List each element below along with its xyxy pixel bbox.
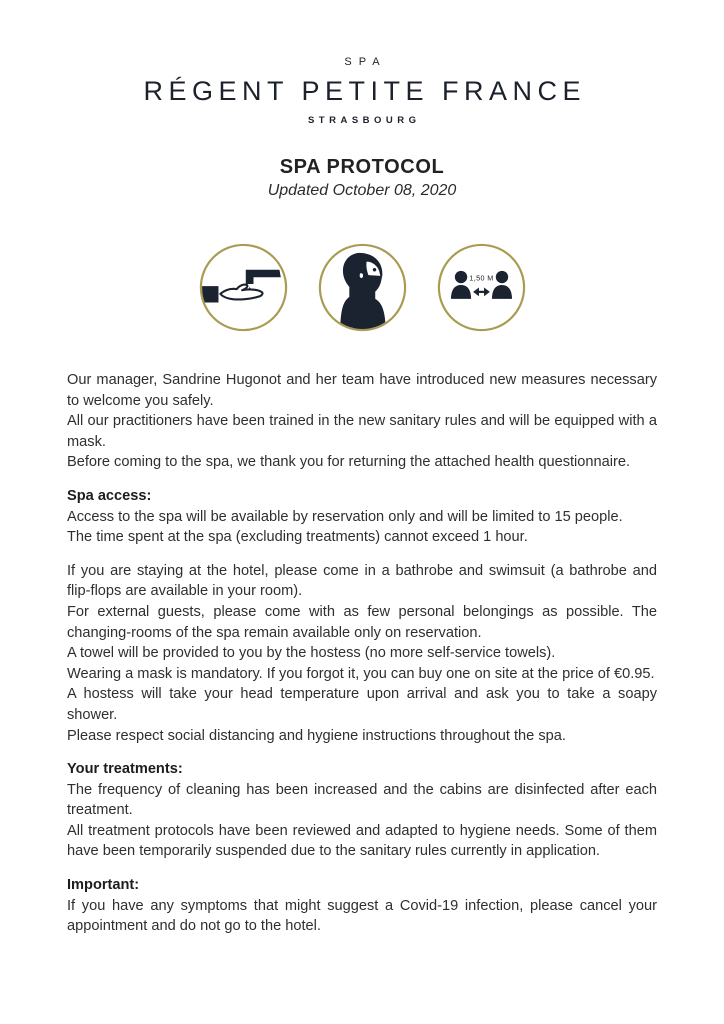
paragraph: Access to the spa will be available by reservation only and will be limited to 15 people. [67,508,623,525]
paragraph: For external guests, please come with as few personal belongings as possible. The changing-rooms of the spa remain available only on reservation. [67,603,657,641]
sleeve-shape [202,286,218,302]
your-treatments-group [67,780,657,862]
right-person-head [495,271,507,283]
intro-paragraphs [67,370,657,473]
paragraph: Before coming to the spa, we thank you for returning the attached health questionnaire. [67,454,631,471]
page-title: SPA PROTOCOL [279,156,445,178]
title-block [0,156,724,200]
spa-access-group-1 [67,507,657,548]
section-heading-important: Important: [67,877,140,894]
social-distancing-icon [436,242,527,333]
paragraph: If you are staying at the hotel, please come in a bathrobe and swimsuit (a bathrobe and flip-flops are available in your room). [67,562,657,600]
left-person-head [454,271,466,283]
ear-shape [359,273,362,278]
paragraph: All treatment protocols have been reviewed and adapted to hygiene needs. Some of them have been temporarily suspended due to the sanitary rules currently in application. [67,822,657,860]
protocol-icons-row [0,242,724,333]
important-group [67,896,657,937]
paragraph: Please respect social distancing and hygiene instructions throughout the spa. [67,727,566,744]
updated-date: Updated October 08, 2020 [267,182,457,199]
paragraph: Our manager, Sandrine Hugonot and her team have introduced new measures necessary to welcome you safely. [67,372,657,409]
gold-ring [438,245,523,330]
brand-city: STRASBOURG [307,115,421,126]
section-heading-your-treatments: Your treatments: [67,761,183,778]
face-mask-icon [317,242,408,333]
brand-spa-label: SPA [344,56,387,68]
paragraph: The time spent at the spa (excluding treatments) cannot exceed 1 hour. [67,529,528,546]
eye-dot [372,268,375,271]
distance-label: 1,50 M [468,273,494,283]
paragraph: A hostess will take your head temperature upon arrival and ask you to take a soapy shower. [67,686,657,723]
brand-name: RÉGENT PETITE FRANCE [143,76,587,106]
spa-access-group-2 [67,561,657,746]
paragraph: If you have any symptoms that might suggest a Covid-19 infection, please cancel your appointment and do not go to the hotel. [67,897,657,935]
paragraph: All our practitioners have been trained in the new sanitary rules and will be equipped with a mask. [67,413,657,450]
hand-washing-icon [198,242,289,333]
brand-logo [0,0,724,126]
paragraph: The frequency of cleaning has been increased and the cabins are disinfected after each treatment. [67,781,657,819]
paragraph: A towel will be provided to you by the hostess (no more self-service towels). [67,645,556,662]
document-body [67,370,657,937]
paragraph: Wearing a mask is mandatory. If you forgot it, you can buy one on site at the price of €0.95. [67,665,655,682]
section-heading-spa-access: Spa access: [67,487,152,504]
